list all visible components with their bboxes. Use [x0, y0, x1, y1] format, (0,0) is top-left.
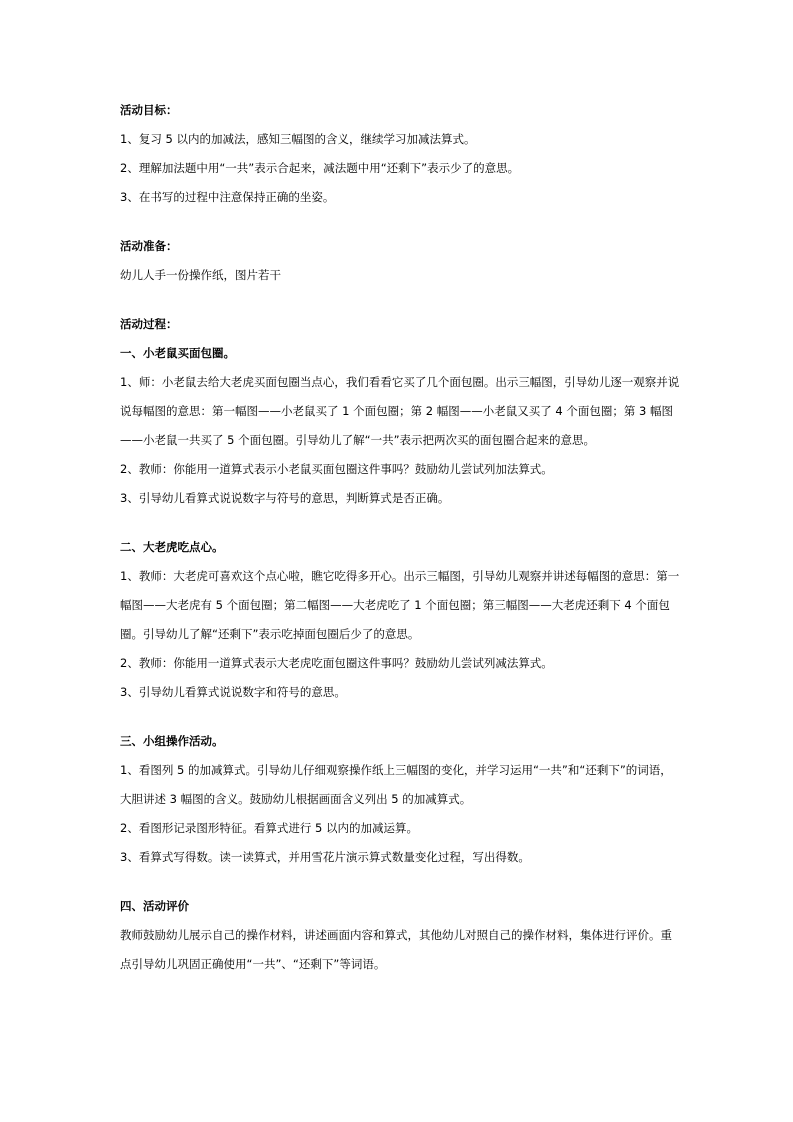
part2-item-3: 3、引导幼儿看算式说说数字和符号的意思。: [120, 685, 346, 699]
part2-item-2: 2、教师：你能用一道算式表示大老虎吃面包圈这件事吗？鼓励幼儿尝试列减法算式。: [120, 656, 553, 670]
process-part2-section: [120, 533, 680, 707]
part3-title: 三、小组操作活动。: [120, 734, 224, 748]
preparation-section: [120, 232, 680, 290]
process-part3-section: [120, 727, 680, 872]
objective-item-1: 1、复习 5 以内的加减法，感知三幅图的含义，继续学习加减法算式。: [120, 132, 476, 146]
part4-text: 教师鼓励幼儿展示自己的操作材料，讲述画面内容和算式，其他幼儿对照自己的操作材料，集体进行评价。重点引导幼儿巩固正确使用“一共”、“还剩下”等词语。: [120, 928, 672, 971]
part1-item-3: 3、引导幼儿看算式说说数字与符号的意思，判断算式是否正确。: [120, 491, 450, 505]
process-part4-section: [120, 892, 680, 979]
preparation-heading: 活动准备：: [120, 239, 178, 253]
part2-title: 二、大老虎吃点心。: [120, 540, 224, 554]
part3-item-3: 3、看算式写得数。读一读算式，并用雪花片演示算式数量变化过程，写出得数。: [120, 850, 530, 864]
part1-item-1: 1、师：小老鼠去给大老虎买面包圈当点心，我们看看它买了几个面包圈。出示三幅图，引导幼儿逐一观察并说说每幅图的意思：第一幅图——小老鼠买了 1 个面包圈；第 2 幅图——小老鼠又买了 4 个面包圈；第 3 幅图——小老鼠一共买了 5 个面包圈。引导幼儿了解“一共”表示把两次买的面包圈合起来的意思。: [120, 375, 680, 447]
process-heading: 活动过程：: [120, 317, 178, 331]
part1-title: 一、小老鼠买面包圈。: [120, 346, 235, 360]
objectives-heading: 活动目标：: [120, 103, 178, 117]
preparation-text: 幼儿人手一份操作纸，图片若干: [120, 268, 281, 282]
process-part1-section: [120, 310, 680, 513]
document-body: [120, 96, 680, 999]
objectives-section: [120, 96, 680, 212]
objective-item-2: 2、理解加法题中用“一共”表示合起来，减法题中用“还剩下”表示少了的意思。: [120, 161, 520, 175]
part3-item-1: 1、看图列 5 的加减算式。引导幼儿仔细观察操作纸上三幅图的变化，并学习运用“一共”和“还剩下”的词语，大胆讲述 3 幅图的含义。鼓励幼儿根据画面含义列出 5 的加减算式。: [120, 763, 672, 806]
part3-item-2: 2、看图形记录图形特征。看算式进行 5 以内的加减运算。: [120, 821, 418, 835]
objective-item-3: 3、在书写的过程中注意保持正确的坐姿。: [120, 190, 335, 204]
part2-item-1: 1、教师：大老虎可喜欢这个点心啦，瞧它吃得多开心。出示三幅图，引导幼儿观察并讲述每幅图的意思：第一幅图——大老虎有 5 个面包圈；第二幅图——大老虎吃了 1 个面包圈；第三幅图——大老虎还剩下 4 个面包圈。引导幼儿了解“还剩下”表示吃掉面包圈后少了的意思。: [120, 569, 680, 641]
part1-item-2: 2、教师：你能用一道算式表示小老鼠买面包圈这件事吗？鼓励幼儿尝试列加法算式。: [120, 462, 553, 476]
part4-title: 四、活动评价: [120, 899, 189, 913]
